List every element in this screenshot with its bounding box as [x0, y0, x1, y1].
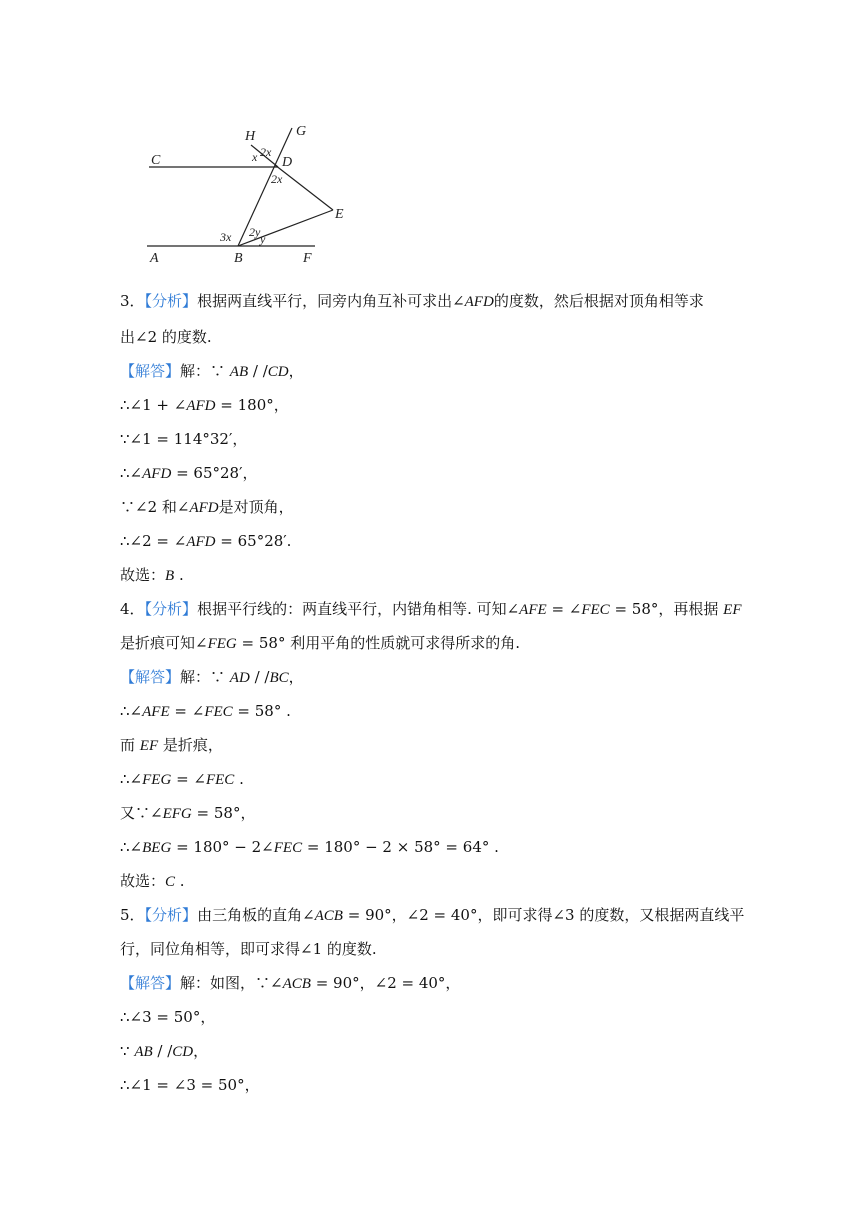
text-segment: 故选：	[120, 566, 166, 584]
text-line	[120, 463, 257, 484]
text-line	[120, 803, 255, 824]
text-segment: 是对顶角，	[218, 498, 294, 516]
text-segment: ∴∠	[120, 464, 143, 482]
label-g: G	[296, 124, 307, 139]
math-symbol: EFG	[162, 806, 192, 822]
angle-label-b-3x: 3x	[220, 230, 232, 244]
math-symbol: AFD	[464, 294, 494, 310]
math-symbol: BEG	[142, 840, 172, 856]
label-f: F	[303, 251, 312, 266]
math-symbol: FEG	[207, 636, 237, 652]
text-segment: = 180° − 2∠	[171, 838, 274, 856]
text-line	[120, 769, 244, 790]
math-symbol: AFD	[189, 500, 219, 516]
text-segment: 5．	[120, 906, 145, 924]
text-segment: ∵	[120, 1042, 135, 1060]
text-line	[120, 497, 294, 518]
text-line	[120, 531, 291, 552]
angle-label-b-y: y	[260, 232, 266, 246]
math-symbol: FEG	[142, 772, 172, 788]
text-segment: 4．	[120, 600, 145, 618]
label-h: H	[245, 129, 256, 144]
text-segment: ∴∠	[120, 702, 143, 720]
text-segment: ∴∠3 = 50°，	[120, 1008, 216, 1026]
text-segment: ，	[288, 362, 304, 380]
section-tag: 【分析】	[144, 600, 198, 618]
text-line	[120, 735, 223, 756]
text-segment: = 58° 利用平角的性质就可求得所求的角.	[236, 634, 520, 652]
text-segment: 是折痕，	[158, 736, 223, 754]
math-symbol: CD	[172, 1044, 194, 1060]
text-segment: 而	[120, 736, 140, 754]
section-tag: 【解答】	[120, 668, 181, 686]
text-line	[120, 633, 520, 654]
angle-label-x: x	[252, 150, 258, 164]
text-segment: = 65°28′.	[215, 532, 292, 550]
text-line	[120, 667, 304, 688]
text-line	[120, 395, 289, 416]
math-symbol: FEC	[273, 840, 303, 856]
text-segment: 根据平行线的：两直线平行，内错角相等. 可知∠	[197, 600, 520, 618]
text-line	[120, 701, 291, 722]
text-line	[120, 1007, 215, 1027]
text-segment: ，	[193, 1042, 209, 1060]
math-symbol: AFE	[142, 704, 170, 720]
text-segment: ∴∠	[120, 770, 143, 788]
text-segment: 出∠2 的度数.	[120, 328, 212, 346]
text-segment: / /	[249, 668, 270, 686]
text-segment: = 58°，再根据	[609, 600, 724, 618]
text-segment: = 90°，∠2 = 40°，	[310, 974, 461, 992]
section-tag: 【分析】	[144, 292, 198, 310]
label-b: B	[234, 251, 243, 266]
math-symbol: EF	[723, 602, 742, 618]
label-c: C	[151, 153, 161, 168]
text-segment: ∵∠1 = 114°32′，	[120, 430, 248, 448]
math-symbol: BC	[269, 670, 289, 686]
math-symbol: AFD	[186, 534, 216, 550]
text-line	[120, 565, 184, 586]
text-line	[120, 291, 704, 312]
math-symbol: FEC	[205, 772, 235, 788]
text-segment: = ∠	[171, 770, 206, 788]
math-symbol: CD	[267, 364, 289, 380]
math-symbol: AFD	[142, 466, 172, 482]
section-tag: 【解答】	[120, 974, 181, 992]
text-line	[120, 905, 744, 926]
text-segment: / /	[248, 362, 268, 380]
text-segment: 根据两直线平行，同旁内角互补可求出∠	[197, 292, 465, 310]
text-segment: / /	[152, 1042, 173, 1060]
text-line	[120, 327, 212, 347]
label-e: E	[335, 207, 344, 222]
angle-label-top-2x: 2x	[260, 145, 272, 159]
text-line	[120, 837, 499, 858]
text-segment: 故选：	[120, 872, 166, 890]
text-segment: ∵∠2 和∠	[120, 498, 190, 516]
angle-label-b-2y: 2y	[249, 225, 261, 239]
text-segment: .	[234, 770, 244, 788]
text-segment: 解：如图，∵∠	[180, 974, 283, 992]
line-de	[275, 165, 333, 210]
text-segment: 是折痕可知∠	[120, 634, 208, 652]
math-symbol: B	[165, 568, 175, 584]
text-segment: .	[175, 872, 185, 890]
text-segment: = 180°，	[215, 396, 289, 414]
text-segment: 的度数，然后根据对顶角相等求	[493, 292, 704, 310]
section-tag: 【解答】	[120, 362, 181, 380]
text-line	[120, 939, 377, 959]
text-segment: 又∵∠	[120, 804, 163, 822]
text-line	[120, 1041, 208, 1062]
math-symbol: FEC	[204, 704, 233, 720]
text-line	[120, 361, 304, 382]
text-segment: ∴∠1 + ∠	[120, 396, 187, 414]
text-segment: = ∠	[546, 600, 582, 618]
text-line	[120, 973, 460, 994]
text-segment: 由三角板的直角∠	[197, 906, 315, 924]
angle-label-d-2x: 2x	[271, 172, 283, 186]
math-symbol: AFE	[519, 602, 547, 618]
text-segment: 解：∵	[180, 668, 230, 686]
text-line	[120, 599, 742, 620]
text-segment: ∴∠2 = ∠	[120, 532, 187, 550]
math-symbol: AFD	[186, 398, 216, 414]
math-symbol: AB	[134, 1044, 153, 1060]
text-segment: ，	[288, 668, 304, 686]
text-segment: = ∠	[169, 702, 205, 720]
math-symbol: ACB	[314, 908, 343, 924]
geometry-figure	[140, 118, 370, 268]
text-segment: 行，同位角相等，即可求得∠1 的度数.	[120, 940, 377, 958]
text-segment: = 180° − 2 × 58° = 64° .	[302, 838, 499, 856]
math-symbol: AD	[229, 670, 250, 686]
section-tag: 【分析】	[144, 906, 198, 924]
text-segment: = 90°，∠2 = 40°，即可求得∠3 的度数，又根据两直线平	[342, 906, 745, 924]
text-segment: ∴∠1 = ∠3 = 50°，	[120, 1076, 260, 1094]
text-segment: = 58°，	[191, 804, 256, 822]
label-d: D	[282, 155, 293, 170]
text-line	[120, 871, 185, 892]
text-segment: .	[174, 566, 184, 584]
math-symbol: C	[165, 874, 176, 890]
math-symbol: ACB	[282, 976, 311, 992]
math-symbol: AB	[229, 364, 249, 380]
math-symbol: EF	[139, 738, 159, 754]
math-symbol: FEC	[581, 602, 610, 618]
text-line	[120, 1075, 260, 1095]
text-line	[120, 429, 247, 449]
text-segment: = 58° .	[232, 702, 291, 720]
text-segment: 解：∵	[180, 362, 230, 380]
text-segment: 3．	[120, 292, 145, 310]
label-a: A	[150, 251, 159, 266]
text-segment: = 65°28′，	[171, 464, 258, 482]
text-segment: ∴∠	[120, 838, 143, 856]
